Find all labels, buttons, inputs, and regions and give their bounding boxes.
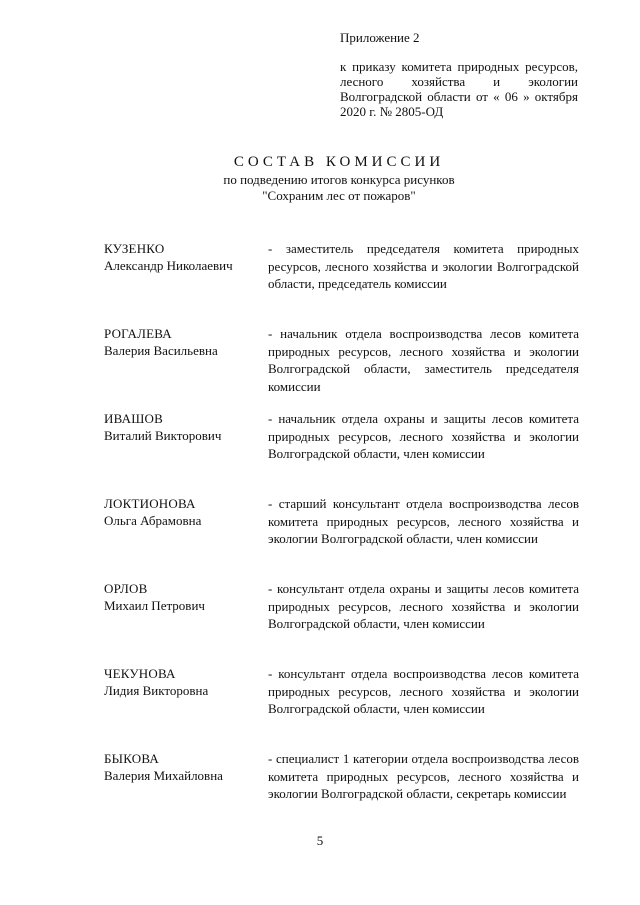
member-given-name: Валерия Михайловна bbox=[104, 768, 223, 783]
member-surname: ИВАШОВ bbox=[104, 411, 164, 426]
member-row bbox=[104, 580, 579, 665]
member-given-name: Александр Николаевич bbox=[104, 258, 233, 273]
member-row bbox=[104, 750, 579, 835]
appendix-reference: к приказу комитета природных ресурсов, лесного хозяйства и экологии Волгоградской области от « 06 » октября 2020 г. № 2805-ОД bbox=[340, 59, 578, 119]
commission-title: СОСТАВ КОМИССИИ bbox=[233, 154, 445, 170]
member-surname: ЧЕКУНОВА bbox=[104, 666, 176, 681]
member-role: - начальник отдела охраны и защиты лесов комитета природных ресурсов, лесного хозяйства и экологии Волгоградской области, член комиссии bbox=[268, 411, 579, 461]
appendix-title: Приложение 2 bbox=[340, 30, 420, 45]
member-role: - консультант отдела воспроизводства лесов комитета природных ресурсов, лесного хозяйства и экологии Волгоградской области, член комиссии bbox=[268, 666, 579, 716]
page-number: 5 bbox=[316, 833, 324, 848]
member-name bbox=[104, 325, 264, 359]
member-surname: КУЗЕНКО bbox=[104, 241, 165, 256]
member-given-name: Виталий Викторович bbox=[104, 428, 222, 443]
appendix-block bbox=[340, 30, 578, 119]
member-role: - консультант отдела охраны и защиты лесов комитета природных ресурсов, лесного хозяйства и экологии Волгоградской области, член комиссии bbox=[268, 581, 579, 631]
member-name bbox=[104, 495, 264, 529]
commission-subtitle: по подведению итогов конкурса рисунков bbox=[223, 172, 455, 187]
member-name bbox=[104, 240, 264, 274]
member-row bbox=[104, 410, 579, 495]
member-role: - старший консультант отдела воспроизводства лесов комитета природных ресурсов, лесного хозяйства и экологии Волгоградской области, член комиссии bbox=[268, 496, 579, 546]
member-role: - специалист 1 категории отдела воспроизводства лесов комитета природных ресурсов, лесного хозяйства и экологии Волгоградской области, секретарь комиссии bbox=[268, 751, 579, 801]
member-name bbox=[104, 750, 264, 784]
member-name bbox=[104, 665, 264, 699]
contest-name: "Сохраним лес от пожаров" bbox=[262, 188, 416, 203]
member-given-name: Валерия Васильевна bbox=[104, 343, 218, 358]
member-name bbox=[104, 410, 264, 444]
member-row bbox=[104, 325, 579, 410]
member-row bbox=[104, 240, 579, 325]
member-name bbox=[104, 580, 264, 614]
member-surname: РОГАЛЕВА bbox=[104, 326, 172, 341]
member-given-name: Лидия Викторовна bbox=[104, 683, 209, 698]
member-given-name: Ольга Абрамовна bbox=[104, 513, 202, 528]
member-row bbox=[104, 495, 579, 580]
member-surname: ЛОКТИОНОВА bbox=[104, 496, 196, 511]
members-list bbox=[104, 240, 579, 835]
member-surname: ОРЛОВ bbox=[104, 581, 148, 596]
member-role: - заместитель председателя комитета природных ресурсов, лесного хозяйства и экологии Волгоградской области, председатель комиссии bbox=[268, 241, 579, 291]
member-given-name: Михаил Петрович bbox=[104, 598, 205, 613]
member-role: - начальник отдела воспроизводства лесов комитета природных ресурсов, лесного хозяйства и экологии Волгоградской области, заместитель председателя комиссии bbox=[268, 326, 579, 394]
member-surname: БЫКОВА bbox=[104, 751, 159, 766]
member-row bbox=[104, 665, 579, 750]
